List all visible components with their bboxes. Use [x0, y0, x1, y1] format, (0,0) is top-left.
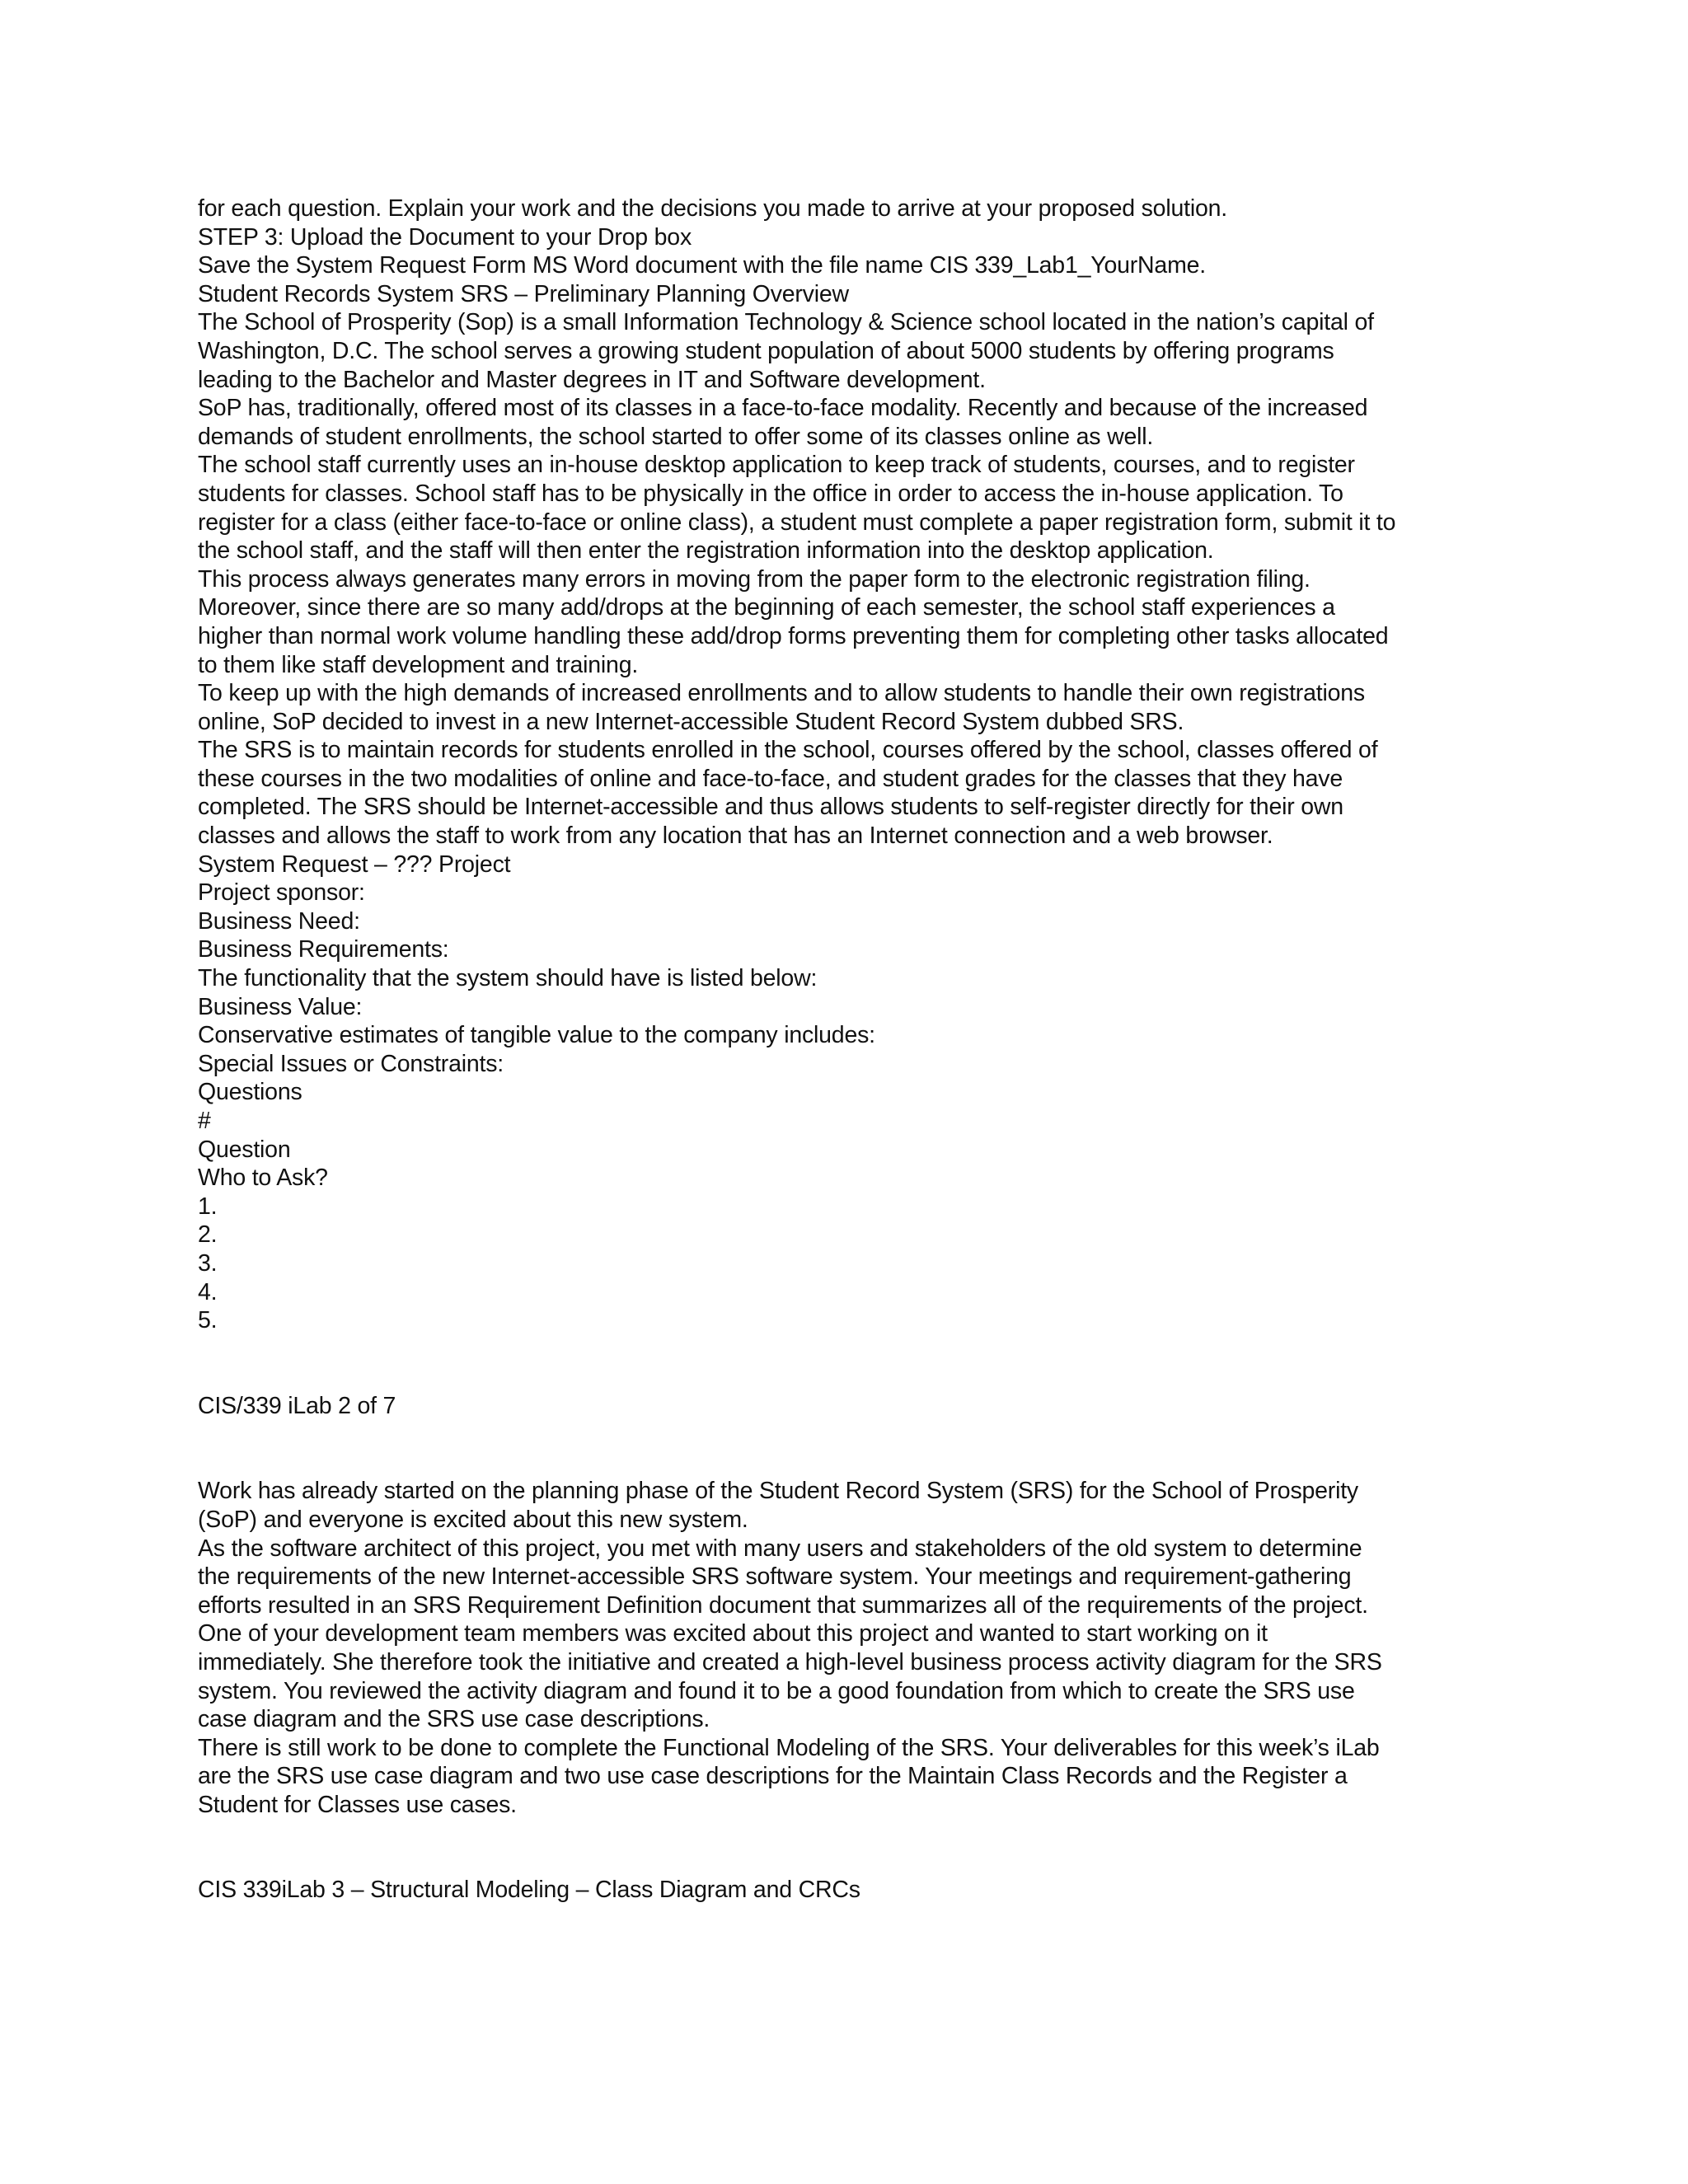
- text-line: To keep up with the high demands of increased enrollments and to allow students to handle their own registrations: [198, 680, 1365, 707]
- form-field-label: Business Requirements:: [198, 936, 449, 963]
- text-line: are the SRS use case diagram and two use case descriptions for the Maintain Class Records and the Register a: [198, 1763, 1348, 1790]
- text-line: demands of student enrollments, the school started to offer some of its classes online as well.: [198, 423, 1154, 450]
- list-item: 2.: [198, 1221, 218, 1249]
- section-heading: Student Records System SRS – Preliminary Planning Overview: [198, 280, 849, 307]
- text-line: One of your development team members was excited about this project and wanted to start working on it: [198, 1620, 1268, 1647]
- text-line: The SRS is to maintain records for students enrolled in the school, courses offered by the school, classes offered of: [198, 737, 1378, 764]
- text-line: students for classes. School staff has to be physically in the office in order to access the in-house application. To: [198, 480, 1343, 507]
- list-item: 3.: [198, 1249, 218, 1277]
- table-header-who-to-ask: Who to Ask?: [198, 1165, 328, 1192]
- spacer: [198, 1819, 1500, 1876]
- text-line: register for a class (either face-to-face or online class), a student must complete a paper registration form, submit it to: [198, 509, 1396, 536]
- lab2-heading: CIS/339 iLab 2 of 7: [198, 1392, 396, 1419]
- spacer: [198, 1420, 1500, 1477]
- questions-heading: Questions: [198, 1079, 302, 1106]
- text-line: This process always generates many errors in moving from the paper form to the electronic registration filing.: [198, 565, 1311, 593]
- form-field-label: Business Need:: [198, 907, 360, 935]
- form-field-label: Business Value:: [198, 993, 363, 1020]
- text-line: to them like staff development and training.: [198, 651, 639, 678]
- text-line: for each question. Explain your work and the decisions you made to arrive at your proposed solution.: [198, 195, 1227, 222]
- text-line: Moreover, since there are so many add/drops at the beginning of each semester, the school staff experiences a: [198, 594, 1335, 621]
- text-line: STEP 3: Upload the Document to your Drop box: [198, 223, 692, 251]
- text-line: There is still work to be done to complete the Functional Modeling of the SRS. Your deliverables for this week’s iLab: [198, 1734, 1380, 1761]
- lab3-heading: CIS 339iLab 3 – Structural Modeling – Class Diagram and CRCs: [198, 1877, 860, 1904]
- list-item: 4.: [198, 1278, 218, 1305]
- text-line: As the software architect of this project, you met with many users and stakeholders of the old system to determine: [198, 1535, 1362, 1562]
- text-line: these courses in the two modalities of online and face-to-face, and student grades for the classes that they have: [198, 765, 1343, 792]
- lab2-section: [198, 1477, 1500, 1819]
- text-line: immediately. She therefore took the initiative and created a high-level business process activity diagram for the SRS: [198, 1648, 1382, 1675]
- text-line: Student for Classes use cases.: [198, 1791, 517, 1818]
- form-field-label: Project sponsor:: [198, 879, 365, 907]
- text-line: SoP has, traditionally, offered most of its classes in a face-to-face modality. Recently and because of the increased: [198, 395, 1368, 422]
- text-line: Save the System Request Form MS Word document with the file name CIS 339_Lab1_YourName.: [198, 252, 1206, 279]
- text-line: the school staff, and the staff will then enter the registration information into the desktop application.: [198, 537, 1214, 565]
- table-header-number: #: [198, 1108, 211, 1134]
- list-item: 5.: [198, 1307, 218, 1334]
- text-line: the requirements of the new Internet-accessible SRS software system. Your meetings and requirement-gathering: [198, 1563, 1352, 1591]
- form-field-label: Special Issues or Constraints:: [198, 1050, 504, 1077]
- system-request-title: System Request – ??? Project: [198, 851, 511, 878]
- text-line: efforts resulted in an SRS Requirement Definition document that summarizes all of the requirements of the project.: [198, 1591, 1368, 1619]
- text-line: Work has already started on the planning phase of the Student Record System (SRS) for the School of Prosperity: [198, 1478, 1358, 1505]
- text-line: completed. The SRS should be Internet-accessible and thus allows students to self-register directly for their own: [198, 794, 1343, 821]
- text-line: system. You reviewed the activity diagram and found it to be a good foundation from which to create the SRS use: [198, 1677, 1355, 1704]
- text-line: (SoP) and everyone is excited about this new system.: [198, 1506, 748, 1533]
- text-line: higher than normal work volume handling these add/drop forms preventing them for completing other tasks allocated: [198, 622, 1389, 649]
- text-line: online, SoP decided to invest in a new Internet-accessible Student Record System dubbed SRS.: [198, 708, 1184, 735]
- lab1-section: [198, 194, 1500, 1335]
- spacer: [198, 1335, 1500, 1392]
- text-line: Washington, D.C. The school serves a growing student population of about 5000 students by offering programs: [198, 337, 1334, 364]
- text-line: The functionality that the system should have is listed below:: [198, 965, 818, 992]
- text-line: The school staff currently uses an in-house desktop application to keep track of students, courses, and to register: [198, 452, 1355, 479]
- text-line: Conservative estimates of tangible value to the company includes:: [198, 1022, 875, 1049]
- document-body: [198, 194, 1500, 1905]
- text-line: leading to the Bachelor and Master degrees in IT and Software development.: [198, 366, 986, 393]
- table-header-question: Question: [198, 1136, 291, 1163]
- text-line: case diagram and the SRS use case descriptions.: [198, 1706, 710, 1733]
- text-line: The School of Prosperity (Sop) is a small Information Technology & Science school located in the nation’s capital of: [198, 309, 1374, 336]
- list-item: 1.: [198, 1193, 218, 1220]
- text-line: classes and allows the staff to work from any location that has an Internet connection and a web browser.: [198, 823, 1273, 850]
